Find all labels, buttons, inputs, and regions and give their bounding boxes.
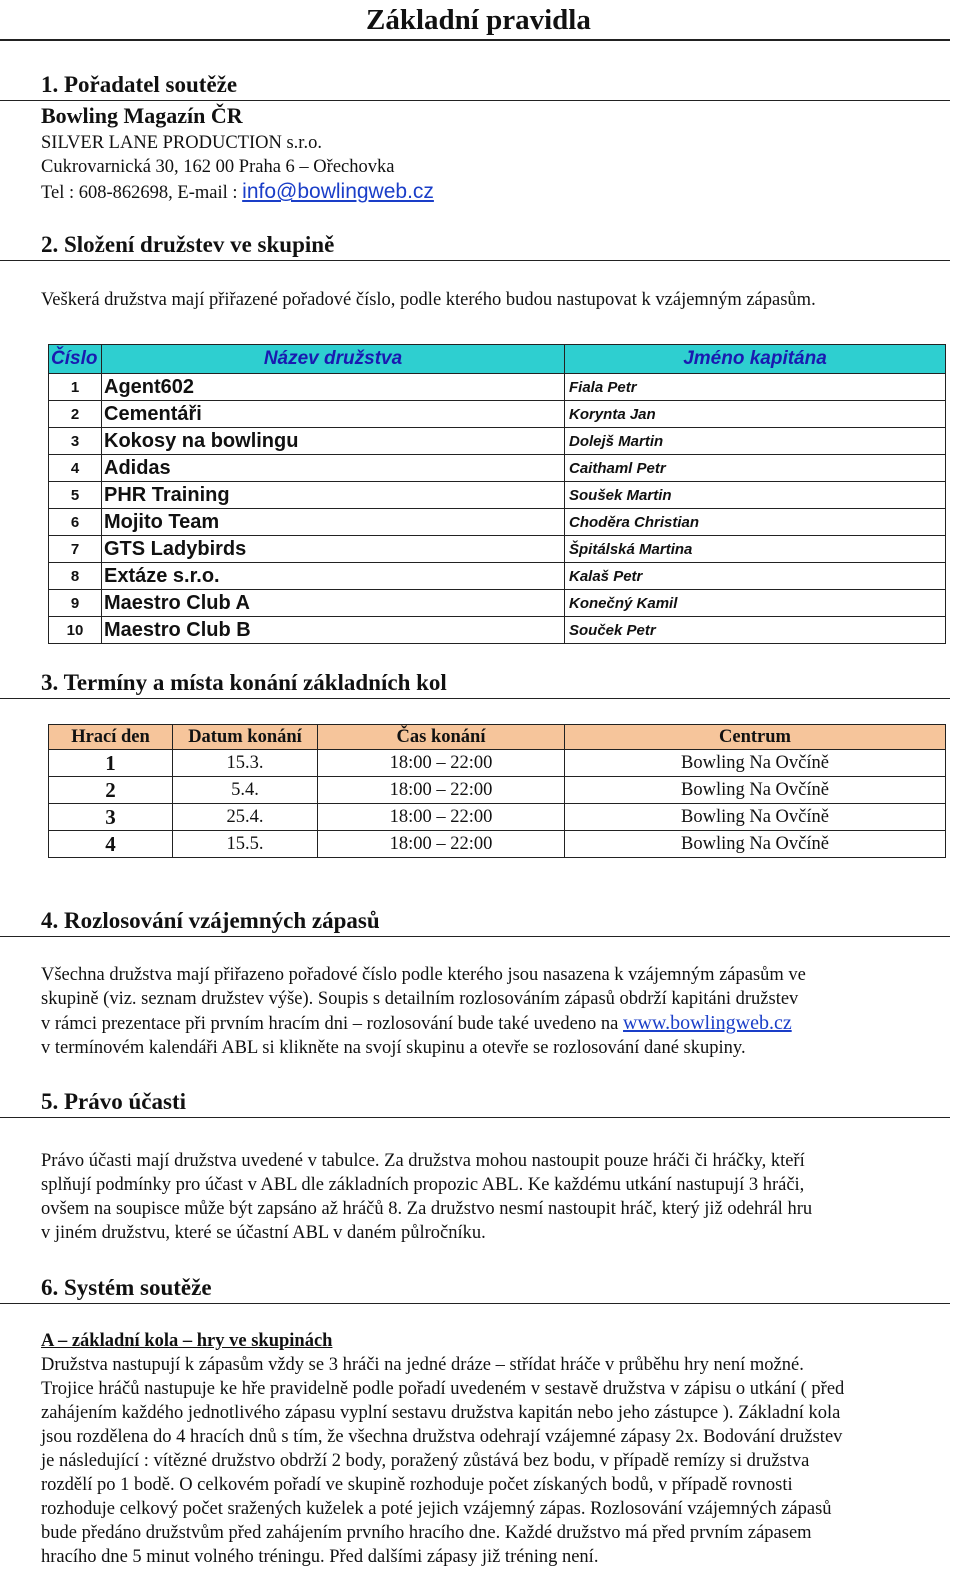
section-6-line: rozhoduje celkový počet sražených kuželek a poté jejich vzájemný zápas. Rozlosování vzájemných zápasů [41, 1499, 832, 1519]
col-team-name: Název družstva [102, 345, 565, 374]
page-title-bar [0, 0, 950, 41]
col-date: Datum konání [173, 725, 318, 750]
col-center: Centrum [565, 725, 946, 750]
section-6-line: zahájením každého jednotlivého zápasu vyplní sestavu družstva kapitán nebo jeho zástupce ). Základní kola [41, 1403, 841, 1423]
table-row: 7 GTS Ladybirds Špitálská Martina [49, 536, 946, 563]
col-captain: Jméno kapitána [565, 345, 946, 374]
table-row: 1 15.3. 18:00 – 22:00 Bowling Na Ovčíně [49, 750, 946, 777]
section-6-subheading: A – základní kola – hry ve skupinách [41, 1331, 333, 1351]
section-6-line: jsou rozdělena do 4 hracích dnů s tím, že všechna družstva odehrají vzájemné zápasy 2x. Bodování družstev [41, 1427, 843, 1447]
table-row: 2 Cementáři Korynta Jan [49, 401, 946, 428]
section-5-line: splňují podmínky pro účast v ABL dle základních propozic ABL. Ke každému utkání nastupují 3 hráči, [41, 1175, 805, 1195]
table-row: 6 Mojito Team Choděra Christian [49, 509, 946, 536]
schedule-header-row [49, 725, 946, 750]
table-row: 4 15.5. 18:00 – 22:00 Bowling Na Ovčíně [49, 831, 946, 858]
col-number: Číslo [49, 345, 102, 374]
table-row: 3 25.4. 18:00 – 22:00 Bowling Na Ovčíně [49, 804, 946, 831]
table-row: 2 5.4. 18:00 – 22:00 Bowling Na Ovčíně [49, 777, 946, 804]
section-6-line: hracího dne 5 minut volného tréningu. Před dalšími zápasy již tréning není. [41, 1547, 599, 1567]
col-time: Čas konání [318, 725, 565, 750]
section-6-line: rozdělí po 1 bodě. O celkovém pořadí ve skupině rozhoduje počet získaných bodů, v případě rovnosti [41, 1475, 793, 1495]
table-row: 3 Kokosy na bowlingu Dolejš Martin [49, 428, 946, 455]
section-4-line: skupině (viz. seznam družstev výše). Soupis s detailním rozlosováním zápasů obdrží kapitáni družstev [41, 989, 799, 1009]
table-row: 10 Maestro Club B Souček Petr [49, 617, 946, 644]
table-row: 9 Maestro Club A Konečný Kamil [49, 590, 946, 617]
table-row: 5 PHR Training Soušek Martin [49, 482, 946, 509]
section-6-line: Trojice hráčů nastupuje ke hře pravidelně podle pořadí uvedeném v sestavě družstva v zápisu o utkání ( před [41, 1379, 845, 1399]
section-5-line: ovšem na soupisce může být zapsáno až hráčů 8. Za družstvo nesmí nastoupit hráč, který již odehrál hru [41, 1199, 813, 1219]
section-4-line: v rámci prezentace při prvním hracím dni – rozlosování bude také uvedeno na www.bowlingweb.cz [41, 1012, 792, 1034]
section-6-line: bude předáno družstvům před zahájením prvního hracího dne. Každé družstvo má před prvním zápasem [41, 1523, 812, 1543]
teams-table [48, 344, 946, 644]
section-6-heading: 6. Systém soutěže [0, 1273, 950, 1304]
section-5-line: v jiném družstvu, které se účastní ABL v daném půlročníku. [41, 1223, 486, 1243]
section-3-heading: 3. Termíny a místa konání základních kol [0, 668, 950, 699]
section-4-heading: 4. Rozlosování vzájemných zápasů [0, 906, 950, 937]
organizer-company: SILVER LANE PRODUCTION s.r.o. [41, 133, 322, 153]
section-5-line: Právo účasti mají družstva uvedené v tabulce. Za družstva mohou nastoupit pouze hráči či hráčky, kteří [41, 1151, 805, 1171]
section-1-heading: 1. Pořadatel soutěže [0, 70, 950, 101]
section-5-heading: 5. Právo účasti [0, 1087, 950, 1118]
section-4-line: v termínovém kalendáři ABL si klikněte na svojí skupinu a otevře se rozlosování dané skupiny. [41, 1038, 746, 1058]
website-link[interactable]: www.bowlingweb.cz [623, 1012, 792, 1034]
email-link[interactable]: info@bowlingweb.cz [242, 180, 434, 203]
page-title: Základní pravidla [366, 4, 591, 36]
section-2-text: Veškerá družstva mají přiřazené pořadové číslo, podle kterého budou nastupovat k vzájemným zápasům. [41, 290, 816, 310]
section-6-line: je následující : vítězné družstvo obdrží 2 body, poražený zůstává bez bodu, v případě remízy si družstva [41, 1451, 810, 1471]
table-row: 8 Extáze s.r.o. Kalaš Petr [49, 563, 946, 590]
col-play-day: Hrací den [49, 725, 173, 750]
section-6-line: Družstva nastupují k zápasům vždy se 3 hráči na jedné dráze – střídat hráče v průběhu hry není možné. [41, 1355, 804, 1375]
teams-header-row [49, 345, 946, 374]
organizer-contact: Tel : 608-862698, E-mail : info@bowlingweb.cz [41, 180, 434, 203]
table-row: 4 Adidas Caithaml Petr [49, 455, 946, 482]
table-row: 1 Agent602 Fiala Petr [49, 374, 946, 401]
section-2-heading: 2. Složení družstev ve skupině [0, 230, 950, 261]
section-4-line: Všechna družstva mají přiřazeno pořadové číslo podle kterého jsou nasazena k vzájemným zápasům ve [41, 965, 806, 985]
organizer-address: Cukrovarnická 30, 162 00 Praha 6 – Ořechovka [41, 157, 395, 177]
schedule-table [48, 724, 946, 858]
organizer-name: Bowling Magazín ČR [41, 103, 243, 128]
